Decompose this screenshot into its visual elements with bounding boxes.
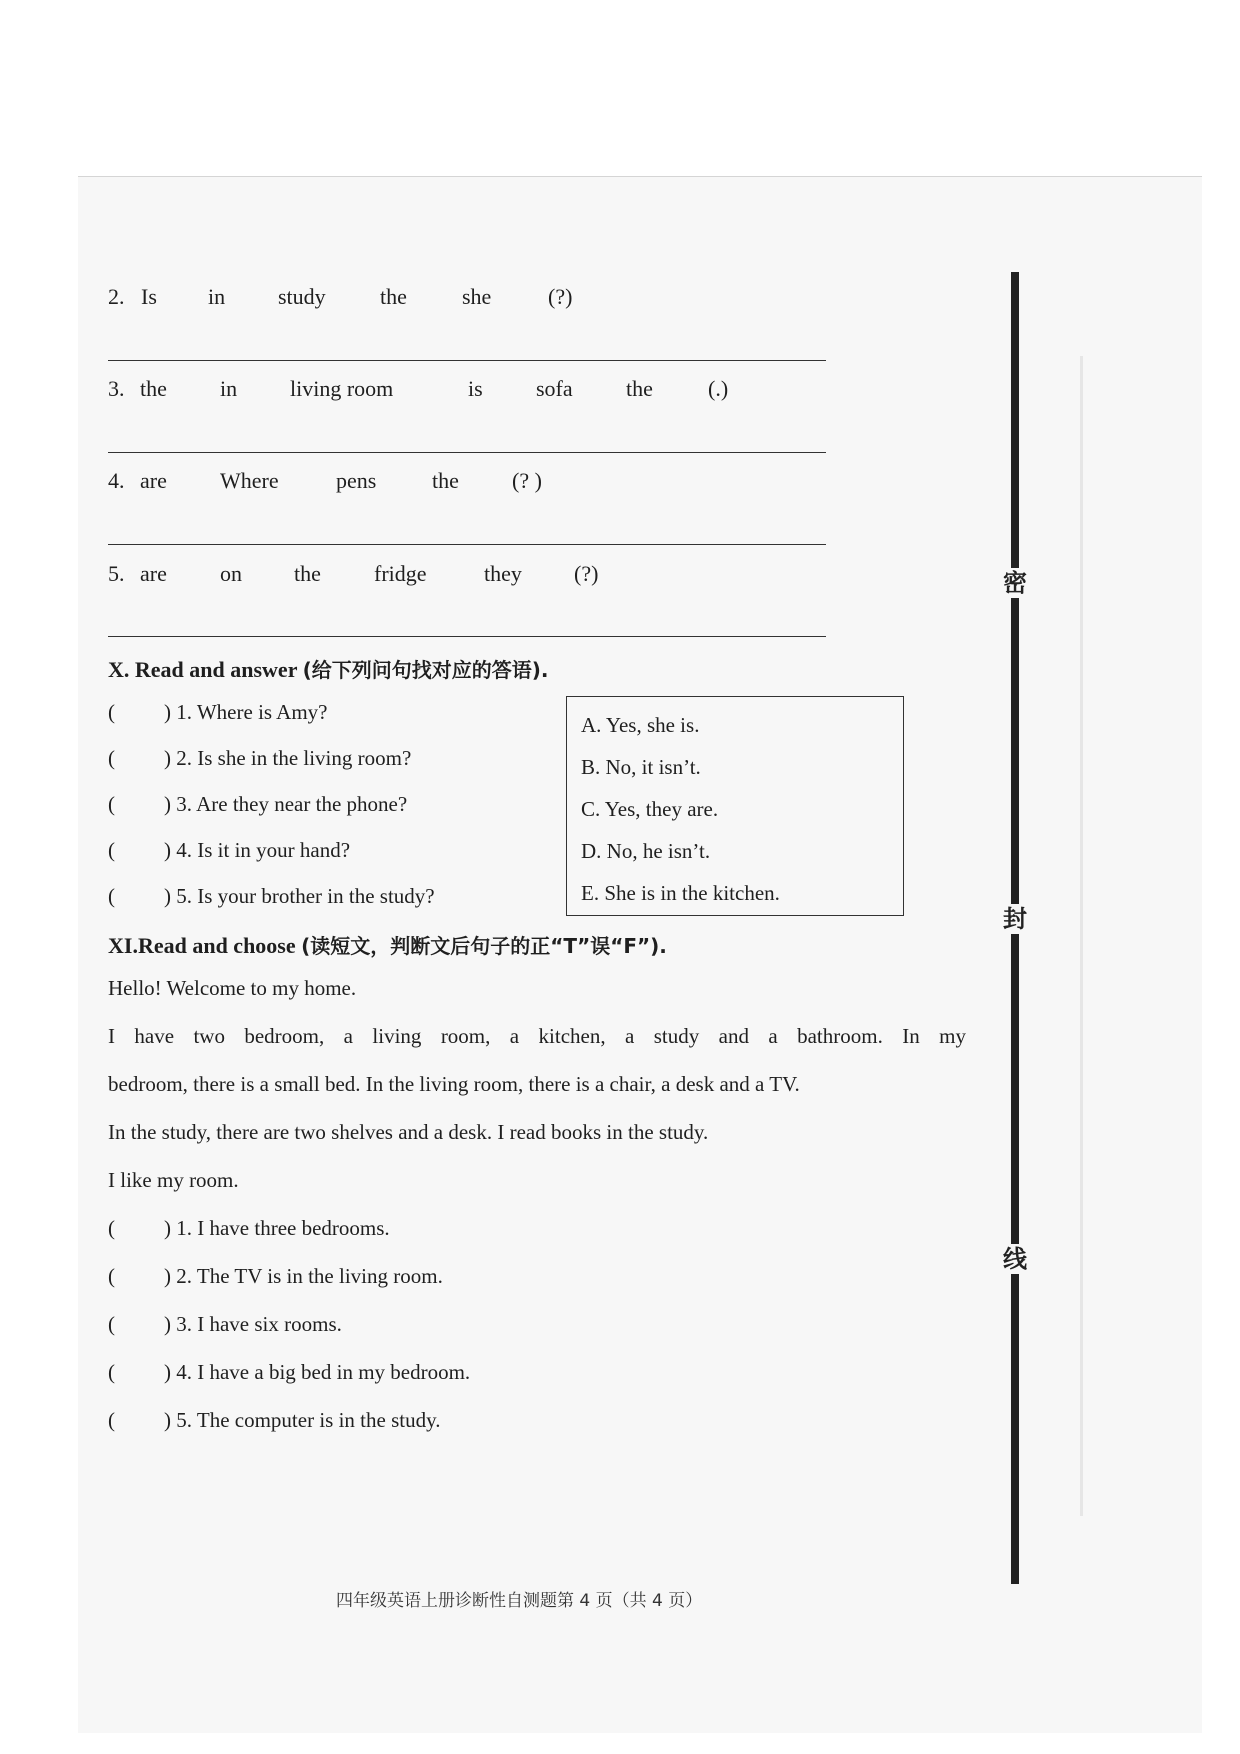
answer-paren[interactable]: ( [108,884,115,908]
word: the [626,376,653,401]
binding-char-xian: 线 [1000,1244,1030,1274]
answer-paren[interactable]: ( [108,746,115,770]
word: Where [220,468,279,493]
answer-line [108,452,826,453]
passage-line: bedroom, there is a small bed. In the living room, there is a chair, a desk and a TV. [108,1072,800,1096]
section-xi-title [108,930,667,959]
statement-text: ) 5. The computer is in the study. [164,1408,441,1432]
word: the [380,284,407,309]
word: (.) [708,376,729,401]
question-text: ) 1. Where is Amy? [164,700,328,724]
answer-paren[interactable]: ( [108,1312,115,1336]
word: is [468,376,483,401]
answer-option: A. Yes, she is. [581,713,700,737]
statement-text: ) 1. I have three bedrooms. [164,1216,390,1240]
word: are [140,468,167,493]
word: Is [141,284,157,309]
section-title-cn: (给下列问句找对应的答语). [302,658,549,682]
word: the [432,468,459,493]
word: are [140,561,167,586]
answer-option: D. No, he isn’t. [581,839,711,863]
passage-line: I like my room. [108,1168,239,1192]
question-text: ) 2. Is she in the living room? [164,746,412,770]
statement-text: ) 4. I have a big bed in my bedroom. [164,1360,471,1384]
answer-options-box [566,696,904,916]
section-title-en: X. Read and answer [108,657,298,682]
answer-paren[interactable]: ( [108,700,115,724]
word: the [140,376,167,401]
section-x-title [108,654,548,683]
row-number: 2. [108,284,125,309]
answer-option: B. No, it isn’t. [581,755,701,779]
statement-text: ) 2. The TV is in the living room. [164,1264,443,1288]
word: (?) [548,284,573,309]
passage-line: In the study, there are two shelves and a desk. I read books in the study. [108,1120,709,1144]
word: she [462,284,492,309]
statement-text: ) 3. I have six rooms. [164,1312,342,1336]
answer-paren[interactable]: ( [108,1264,115,1288]
word: fridge [374,561,427,586]
passage-line: I have two bedroom, a living room, a kitchen, a study and a bathroom. In my [108,1024,966,1048]
section-title-en: XI.Read and choose [108,933,296,958]
word: (? ) [512,468,542,493]
row-number: 5. [108,561,125,586]
word: (?) [574,561,599,586]
answer-option: C. Yes, they are. [581,797,719,821]
word: study [278,284,326,309]
row-number: 4. [108,468,125,493]
row-number: 3. [108,376,125,401]
answer-line [108,544,826,545]
word: in [208,284,226,309]
answer-paren[interactable]: ( [108,1408,115,1432]
question-text: ) 3. Are they near the phone? [164,792,408,816]
answer-paren[interactable]: ( [108,1360,115,1384]
question-text: ) 5. Is your brother in the study? [164,884,435,908]
word: in [220,376,238,401]
answer-line [108,636,826,637]
word: on [220,561,242,586]
answer-line [108,360,826,361]
answer-paren[interactable]: ( [108,792,115,816]
word: living room [290,376,394,401]
word: the [294,561,321,586]
word: sofa [536,376,573,401]
word: they [484,561,522,586]
page-footer: 四年级英语上册诊断性自测题第 4 页（共 4 页） [336,1591,703,1611]
passage-line: Hello! Welcome to my home. [108,976,357,1000]
binding-char-feng: 封 [1000,904,1030,934]
word: pens [336,468,377,493]
answer-paren[interactable]: ( [108,838,115,862]
faint-margin-line [1080,356,1083,1516]
binding-char-mi: 密 [1000,568,1030,598]
section-title-cn: (读短文，判断文后句子的正“T”误“F”). [301,934,667,958]
answer-paren[interactable]: ( [108,1216,115,1240]
answer-option: E. She is in the kitchen. [581,881,780,905]
question-text: ) 4. Is it in your hand? [164,838,351,862]
